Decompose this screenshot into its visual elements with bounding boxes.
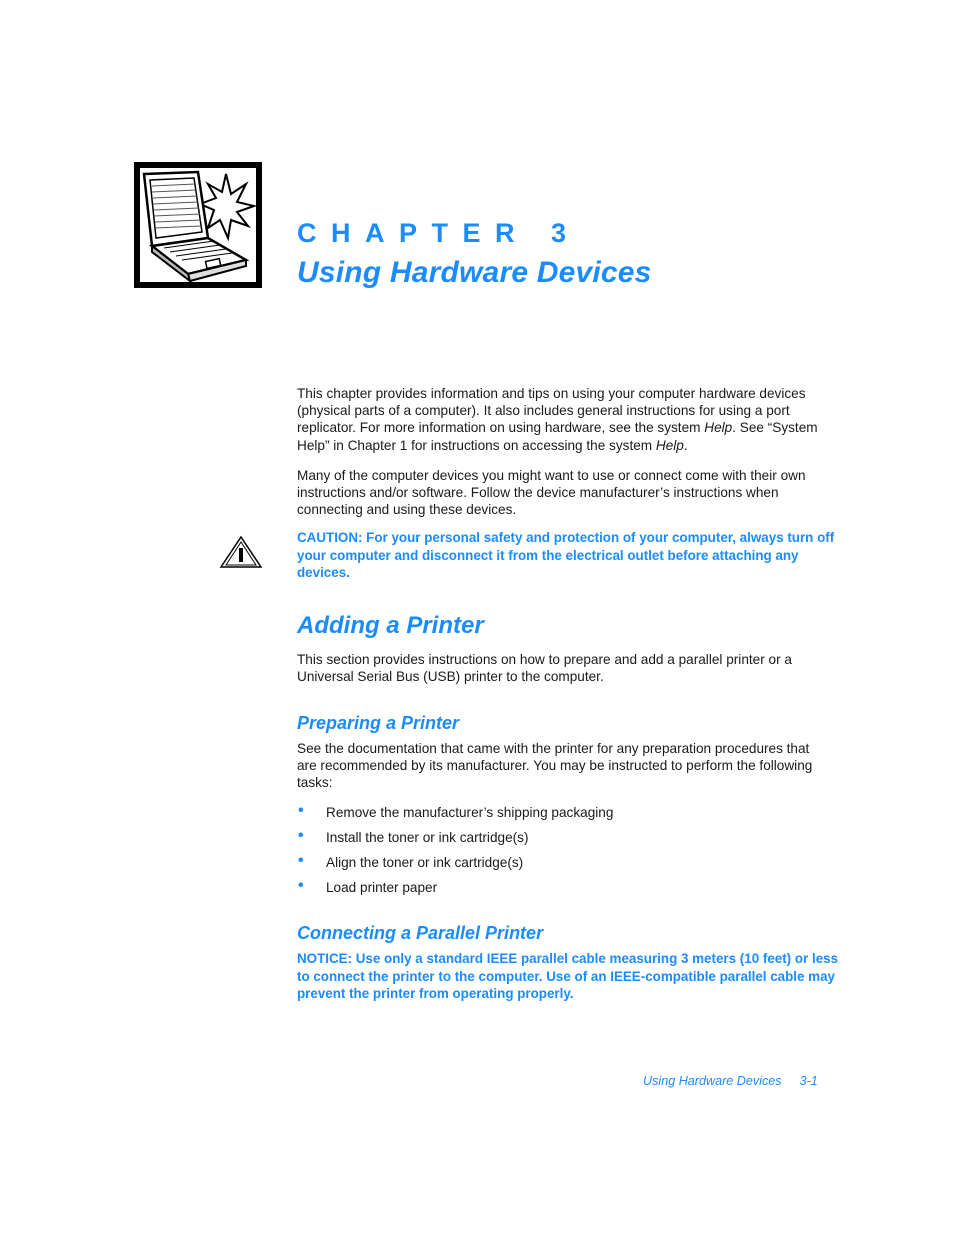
list-item: • Align the toner or ink cartridge(s)	[298, 852, 524, 870]
intro-paragraph-1: This chapter provides information and tips on using your computer hardware devices (physical parts of a computer). It also includes general instructions for using a port replicator. For more information on using hardware, see the system Help. See “System Help” in Chapter 1 for instructions on accessing the system Help.	[297, 386, 818, 453]
bullet-icon: •	[298, 852, 304, 869]
subsection-heading-connecting-parallel: Connecting a Parallel Printer	[297, 923, 544, 943]
section-heading-adding-printer: Adding a Printer	[297, 612, 484, 639]
list-item: • Load printer paper	[298, 877, 438, 895]
task-list	[297, 803, 817, 903]
notice-text: NOTICE: Use only a standard IEEE parallel cable measuring 3 meters (10 feet) or less to connect the printer to the computer. Use of an IEEE-compatible parallel cable may prevent the printer from operating properly.	[297, 951, 839, 1002]
preparing-printer-body: See the documentation that came with the printer for any preparation procedures that are recommended by its manufacturer. You may be instructed to perform the following tasks:	[297, 741, 813, 791]
subsection-heading-preparing-printer: Preparing a Printer	[297, 713, 460, 733]
footer-section-title: Using Hardware Devices	[643, 1074, 782, 1088]
list-item: • Install the toner or ink cartridge(s)	[298, 827, 529, 845]
laptop-illustration	[134, 162, 262, 288]
chapter-label: CHAPTER 3	[297, 218, 581, 248]
bullet-icon: •	[298, 802, 304, 819]
bullet-icon: •	[298, 827, 304, 844]
bullet-icon: •	[298, 877, 304, 894]
caution-text: CAUTION: For your personal safety and protection of your computer, always turn off your computer and disconnect it from the electrical outlet before attaching any devices.	[297, 530, 835, 581]
list-item: • Remove the manufacturer’s shipping packaging	[298, 802, 614, 820]
page-number: 3-1	[799, 1074, 818, 1088]
page-footer	[643, 1074, 818, 1088]
intro-paragraph-2: Many of the computer devices you might want to use or connect come with their own instructions and/or software. Follow the device manufacturer’s instructions when connecting and using these devices.	[297, 468, 806, 518]
adding-printer-body: This section provides instructions on how to prepare and add a parallel printer or a Universal Serial Bus (USB) printer to the computer.	[297, 652, 792, 685]
caution-triangle-icon	[219, 535, 263, 569]
chapter-title: Using Hardware Devices	[297, 256, 652, 289]
